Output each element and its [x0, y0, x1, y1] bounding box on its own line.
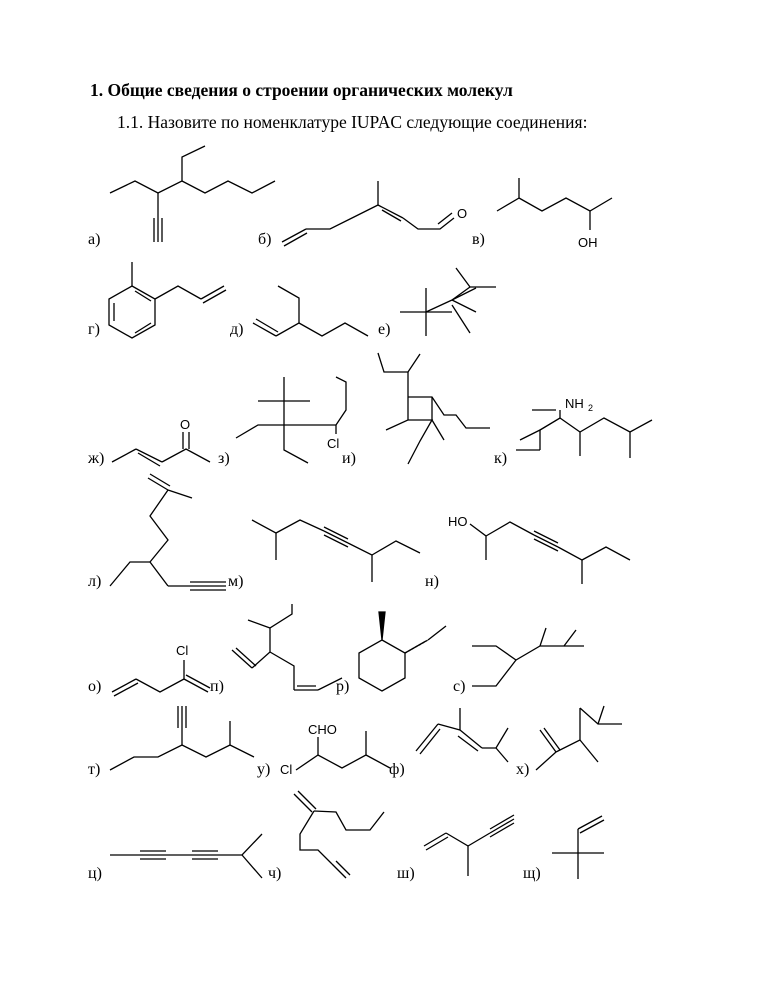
amino-subscript: 2 [588, 403, 594, 413]
label-sh: ш) [397, 865, 415, 882]
hydroxyl-group: HO [448, 514, 468, 529]
structure-a [110, 146, 275, 242]
structure-b [282, 181, 467, 246]
structure-o [112, 643, 210, 696]
structure-t [110, 706, 254, 770]
structure-zh [112, 417, 210, 466]
label-m: м) [228, 573, 244, 590]
label-zh: ж) [88, 450, 105, 467]
structure-d [253, 286, 368, 336]
structure-sh [424, 815, 514, 876]
structure-l [110, 474, 226, 590]
hydroxyl-group: OH [578, 235, 598, 250]
structure-k [516, 396, 652, 458]
structure-kh [536, 706, 622, 770]
label-b: б) [258, 231, 272, 248]
structure-u [280, 722, 390, 777]
label-t: т) [88, 761, 101, 778]
structure-r [359, 612, 446, 691]
structure-z [236, 377, 346, 463]
label-l: л) [88, 573, 102, 590]
label-kh: х) [516, 761, 530, 778]
section-heading: 1. Общие сведения о строении органических молекул [90, 80, 513, 100]
chlorine-atom: Cl [176, 643, 189, 658]
label-s: с) [453, 678, 466, 695]
label-a: а) [88, 231, 101, 248]
structure-ch [294, 791, 384, 878]
structure-ts [110, 834, 262, 878]
label-d: д) [230, 321, 244, 338]
structure-f [416, 708, 508, 762]
structure-v [497, 178, 612, 250]
label-k: к) [494, 450, 508, 467]
oxygen-atom: O [457, 206, 468, 221]
task-text: 1.1. Назовите по номенклатуре IUPAC следующие соединения: [117, 112, 588, 132]
label-n: н) [425, 573, 439, 590]
label-v: в) [472, 231, 485, 248]
label-g: г) [88, 321, 100, 338]
chlorine-atom: Cl [327, 436, 340, 451]
structure-p [232, 604, 342, 690]
oxygen-atom: O [180, 417, 191, 432]
label-p: п) [210, 678, 224, 695]
label-z: з) [218, 450, 230, 467]
label-i: и) [342, 450, 356, 467]
label-shch: щ) [523, 865, 541, 882]
label-r: р) [336, 678, 350, 695]
structure-shch [552, 816, 604, 879]
label-e: е) [378, 321, 391, 338]
structure-n [448, 514, 630, 584]
structure-e [400, 268, 496, 336]
chlorine-atom: Cl [280, 762, 293, 777]
structure-m [252, 520, 420, 582]
structure-s [472, 628, 584, 686]
label-ts: ц) [88, 865, 102, 882]
formyl-group: CHO [308, 722, 337, 737]
structure-g [109, 262, 226, 338]
label-f: ф) [389, 761, 405, 778]
structure-i [378, 353, 490, 464]
label-o: о) [88, 678, 102, 695]
label-u: у) [257, 761, 271, 778]
amino-group: NH [565, 396, 584, 411]
label-ch: ч) [268, 865, 282, 882]
